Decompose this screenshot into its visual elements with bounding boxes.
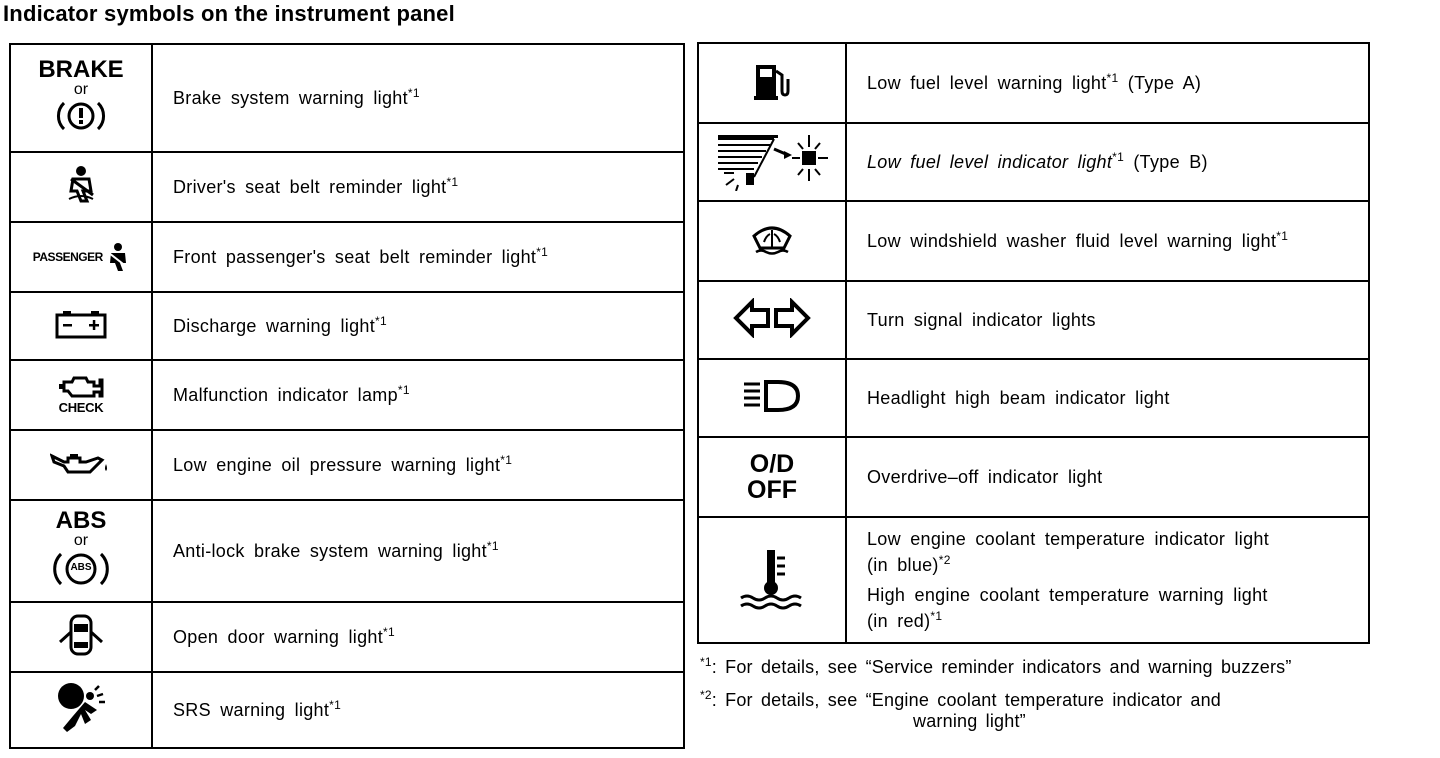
srs-airbag-icon <box>10 672 152 748</box>
washer-fluid-icon <box>698 201 846 281</box>
check-engine-icon: CHECK <box>10 360 152 430</box>
table-row <box>10 44 684 152</box>
high-beam-icon <box>698 359 846 437</box>
table-row <box>698 437 1369 517</box>
abs-circle-icon: ABS <box>49 549 113 589</box>
row-description: Low fuel level indicator light$^{*1}$ (Type B) <box>846 123 1369 201</box>
row-description: Front passenger's seat belt reminder light$^{*1}$ <box>152 222 684 292</box>
footnote-1: $^{*1}$: For details, see “Service reminder indicators and warning buzzers” <box>700 655 1292 677</box>
open-door-icon <box>10 602 152 672</box>
row-description: Low fuel level warning light$^{*1}$ (Type A) <box>846 43 1369 123</box>
fuel-gauge-icon <box>698 123 846 201</box>
row-description: Low engine coolant temperature indicator light (in blue)$^{*2}$ High engine coolant temperature warning light (in red)$^{*1}$ <box>846 517 1369 643</box>
table-row <box>10 152 684 222</box>
table-row <box>10 672 684 748</box>
table-row <box>698 517 1369 643</box>
table-row <box>10 360 684 430</box>
row-description: Discharge warning light$^{*1}$ <box>152 292 684 360</box>
indicator-table-left <box>9 43 685 749</box>
row-description: Headlight high beam indicator light <box>846 359 1369 437</box>
row-description: Low windshield washer fluid level warning light$^{*1}$ <box>846 201 1369 281</box>
abs-icon: ABS or ABS <box>10 500 152 602</box>
table-row <box>698 281 1369 359</box>
row-description: SRS warning light$^{*1}$ <box>152 672 684 748</box>
fuel-pump-icon <box>698 43 846 123</box>
overdrive-off-icon: O/D OFF <box>698 437 846 517</box>
row-description: Brake system warning light$^{*1}$ <box>152 44 684 152</box>
oil-can-icon <box>10 430 152 500</box>
seat-belt-icon <box>10 152 152 222</box>
brake-circle-icon <box>54 98 108 134</box>
battery-icon <box>10 292 152 360</box>
page-title: Indicator symbols on the instrument panel <box>3 1 455 26</box>
row-description: Open door warning light$^{*1}$ <box>152 602 684 672</box>
table-row <box>10 500 684 602</box>
coolant-temperature-icon <box>698 517 846 643</box>
table-row <box>10 602 684 672</box>
turn-signal-icon <box>698 281 846 359</box>
table-row <box>10 292 684 360</box>
table-row <box>698 123 1369 201</box>
row-description: Overdrive–off indicator light <box>846 437 1369 517</box>
row-description: Anti-lock brake system warning light$^{*1}$ <box>152 500 684 602</box>
table-row <box>698 43 1369 123</box>
table-row <box>10 430 684 500</box>
passenger-seat-belt-icon: PASSENGER <box>10 222 152 292</box>
table-row <box>698 201 1369 281</box>
table-row <box>10 222 684 292</box>
row-description: Driver's seat belt reminder light$^{*1}$ <box>152 152 684 222</box>
indicator-table-right <box>697 42 1370 644</box>
row-description: Low engine oil pressure warning light$^{*1}$ <box>152 430 684 500</box>
row-description: Malfunction indicator lamp$^{*1}$ <box>152 360 684 430</box>
footnote-2: $^{*2}$: For details, see “Engine coolant temperature indicator and warning light” <box>700 688 1222 731</box>
brake-warning-icon: BRAKE or <box>10 44 152 152</box>
table-row <box>698 359 1369 437</box>
row-description: Turn signal indicator lights <box>846 281 1369 359</box>
